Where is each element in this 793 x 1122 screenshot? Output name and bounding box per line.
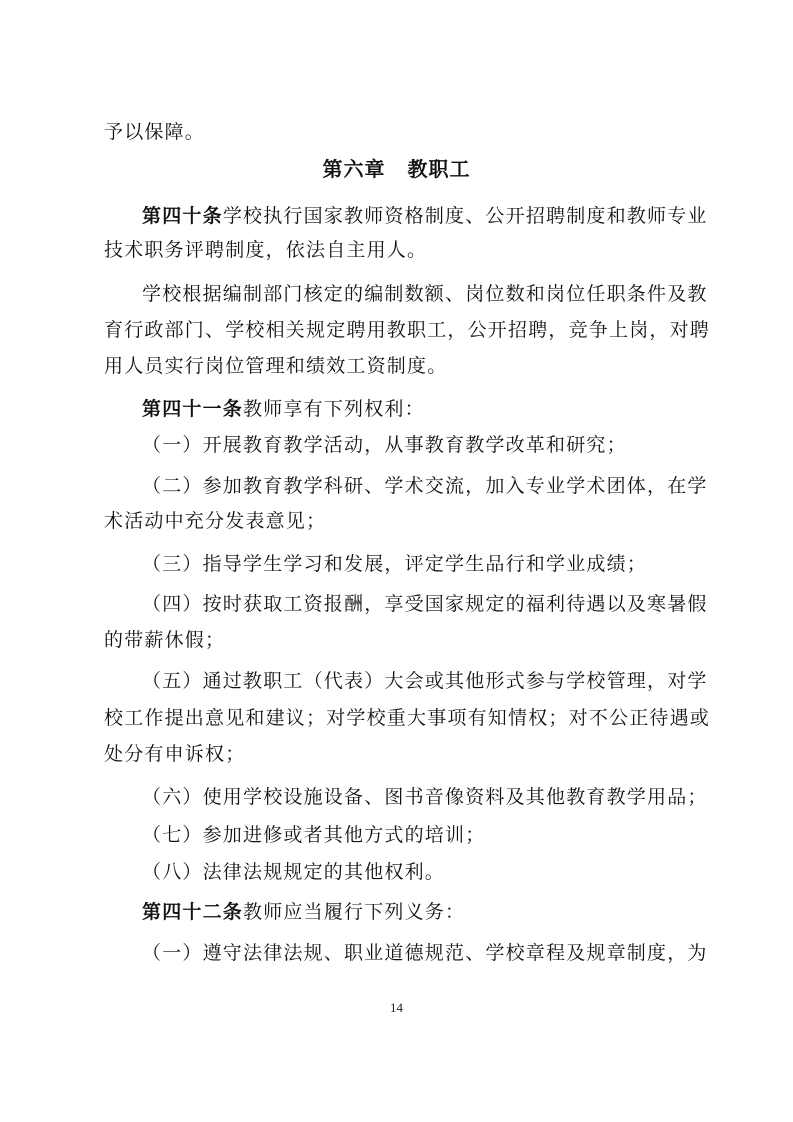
list-item: （六）使用学校设施设备、图书音像资料及其他教育教学用品； [142, 786, 708, 808]
text-line: 技术职务评聘制度，依法自主用人。 [104, 239, 428, 261]
list-item: （五）通过教职工（代表）大会或其他形式参与学校管理，对学 [142, 670, 708, 692]
article-label: 第四十二条 [142, 901, 244, 923]
article-41 [142, 397, 690, 421]
list-item: （一）开展教育教学活动，从事教育教学改革和研究； [142, 434, 627, 456]
article-42 [142, 900, 690, 924]
article-text: 学校执行国家教师资格制度、公开招聘制度和教师专业 [222, 205, 708, 227]
text-line: 用人员实行岗位管理和绩效工资制度。 [104, 355, 448, 377]
list-item: （一）遵守法律法规、职业道德规范、学校章程及规章制度，为 [142, 942, 708, 964]
article-label: 第四十条 [142, 205, 223, 227]
chapter-number: 第六章 [322, 157, 386, 181]
text-line: 处分有申诉权； [104, 743, 246, 765]
text-line: 术活动中充分发表意见； [104, 510, 327, 532]
list-item: （三）指导学生学习和发展，评定学生品行和学业成绩； [142, 553, 648, 575]
article-label: 第四十一条 [142, 398, 244, 420]
page-number: 14 [390, 1000, 403, 1015]
text-line: 校工作提出意见和建议；对学校重大事项有知情权；对不公正待遇或 [104, 707, 711, 729]
article-text: 教师应当履行下列义务： [243, 901, 466, 923]
chapter-name: 教职工 [407, 157, 471, 181]
list-item: （四）按时获取工资报酬，享受国家规定的福利待遇以及寒暑假 [142, 593, 708, 615]
article-40 [142, 204, 708, 228]
text-line: 予以保障。 [104, 121, 206, 143]
list-item: （八）法律法规规定的其他权利。 [142, 861, 446, 883]
text-line: 学校根据编制部门核定的编制数额、岗位数和岗位任职条件及教 [142, 283, 708, 305]
article-text: 教师享有下列权利： [243, 398, 425, 420]
list-item: （二）参加教育教学科研、学术交流，加入专业学术团体，在学 [142, 475, 708, 497]
text-line: 的带薪休假； [104, 629, 226, 651]
list-item: （七）参加进修或者其他方式的培训； [142, 824, 486, 846]
chapter-title [0, 156, 793, 182]
text-line: 育行政部门、学校相关规定聘用教职工，公开招聘，竞争上岗，对聘 [104, 319, 711, 341]
